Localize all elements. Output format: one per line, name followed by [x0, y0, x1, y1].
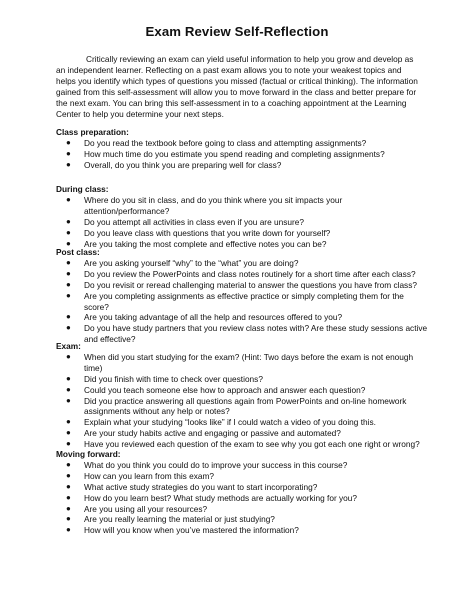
- bullet-icon: ●: [66, 312, 71, 322]
- section-post-class: [56, 247, 428, 345]
- bullet-icon: ●: [66, 417, 71, 427]
- list-item: ● Could you teach someone else how to approach and answer each question?: [66, 384, 366, 395]
- question-list: [56, 460, 428, 536]
- bullet-icon: ●: [66, 384, 71, 394]
- bullet-icon: ●: [66, 439, 71, 449]
- bullet-icon: ●: [66, 373, 71, 383]
- list-item: ● How will you know when you’ve mastered the information?: [66, 525, 299, 536]
- bullet-icon: ●: [66, 503, 71, 513]
- list-item: ● Did you practice answering all questions again from PowerPoints and on-line homework assignments without any help or notes?: [66, 395, 407, 417]
- list-item: ● Are you using all your resources?: [66, 503, 208, 514]
- list-item: ● Are you taking advantage of all the help and resources offered to you?: [66, 312, 343, 323]
- section-class-preparation: [56, 127, 428, 171]
- bullet-icon: ●: [66, 525, 71, 535]
- list-item: ● Do you revisit or reread challenging material to answer the questions you have from class?: [66, 279, 417, 290]
- list-item: ● Do you review the PowerPoints and class notes routinely for a short time after each class?: [66, 268, 416, 279]
- bullet-icon: ●: [66, 290, 71, 300]
- bullet-icon: ●: [66, 216, 71, 226]
- list-item: ● Do you read the textbook before going to class and attempting assignments?: [66, 137, 367, 148]
- section-exam: [56, 341, 428, 450]
- list-item: ● Are you completing assignments as effective practice or simply completing them for the score?: [66, 290, 404, 312]
- bullet-icon: ●: [66, 194, 71, 204]
- list-item: ● Where do you sit in class, and do you think where you sit impacts your attention/performance?: [66, 194, 343, 216]
- list-item: ● Explain what your studying “looks like” if I could watch a video of you doing this.: [66, 417, 376, 428]
- bullet-icon: ●: [66, 148, 71, 158]
- section-moving-forward: [56, 449, 428, 536]
- list-item: ● Do you have study partners that you review class notes with? Are these study sessions active and effective?: [66, 323, 428, 345]
- section-title: Exam:: [56, 341, 81, 351]
- list-item: ● What active study strategies do you want to start incorporating?: [66, 481, 318, 492]
- list-item: ● Overall, do you think you are preparing well for class?: [66, 159, 282, 170]
- list-item: ● How do you learn best? What study methods are actually working for you?: [66, 492, 358, 503]
- bullet-icon: ●: [66, 492, 71, 502]
- bullet-icon: ●: [66, 279, 71, 289]
- bullet-icon: ●: [66, 159, 71, 169]
- question-list: [56, 352, 428, 450]
- bullet-icon: ●: [66, 470, 71, 480]
- list-item: ● Do you leave class with questions that you write down for yourself?: [66, 227, 331, 238]
- bullet-icon: ●: [66, 514, 71, 524]
- question-list: [56, 258, 428, 345]
- page-title: Exam Review Self-Reflection: [145, 24, 329, 39]
- list-item: ● Are you asking yourself “why” to the “what” you are doing?: [66, 257, 299, 268]
- bullet-icon: ●: [66, 227, 71, 237]
- bullet-icon: ●: [66, 238, 71, 248]
- list-item: ● Are you taking the most complete and effective notes you can be?: [66, 238, 327, 249]
- list-item: ● Do you attempt all activities in class even if you are unsure?: [66, 216, 304, 227]
- list-item: ● When did you start studying for the exam? (Hint: Two days before the exam is not enough time): [66, 351, 414, 373]
- list-item: ● Are your study habits active and engaging or passive and automated?: [66, 428, 341, 439]
- bullet-icon: ●: [66, 257, 71, 267]
- bullet-icon: ●: [66, 351, 71, 361]
- bullet-icon: ●: [66, 268, 71, 278]
- section-title: Class preparation:: [56, 127, 129, 137]
- section-title: Moving forward:: [56, 449, 121, 459]
- bullet-icon: ●: [66, 481, 71, 491]
- bullet-icon: ●: [66, 137, 71, 147]
- question-list: [56, 138, 428, 171]
- list-item: ● How can you learn from this exam?: [66, 470, 215, 481]
- bullet-icon: ●: [66, 395, 71, 405]
- list-item: ● Have you reviewed each question of the exam to see why you got each one right or wrong?: [66, 439, 420, 450]
- bullet-icon: ●: [66, 459, 71, 469]
- list-item: ● Did you finish with time to check over questions?: [66, 373, 263, 384]
- list-item: ● Are you really learning the material or just studying?: [66, 514, 275, 525]
- bullet-icon: ●: [66, 323, 71, 333]
- intro-paragraph: Critically reviewing an exam can yield useful information to help you grow and develop as an independent learner. Reflecting on a past exam allows you to note your weakest topics and helps you identify which types of questions you missed (factual or critical thinking). The information gained from this self-assessment will allow you to move forward in the class and better prepare for the next exam. You can bring this self-assessment in to a coaching appointment at the Learning Center to help you determine your next steps.: [56, 54, 418, 119]
- section-title: During class:: [56, 184, 109, 194]
- bullet-icon: ●: [66, 428, 71, 438]
- list-item: ● How much time do you estimate you spend reading and completing assignments?: [66, 148, 385, 159]
- section-during-class: [56, 184, 428, 249]
- question-list: [56, 195, 428, 250]
- section-title: Post class:: [56, 247, 100, 257]
- list-item: ● What do you think you could do to improve your success in this course?: [66, 459, 348, 470]
